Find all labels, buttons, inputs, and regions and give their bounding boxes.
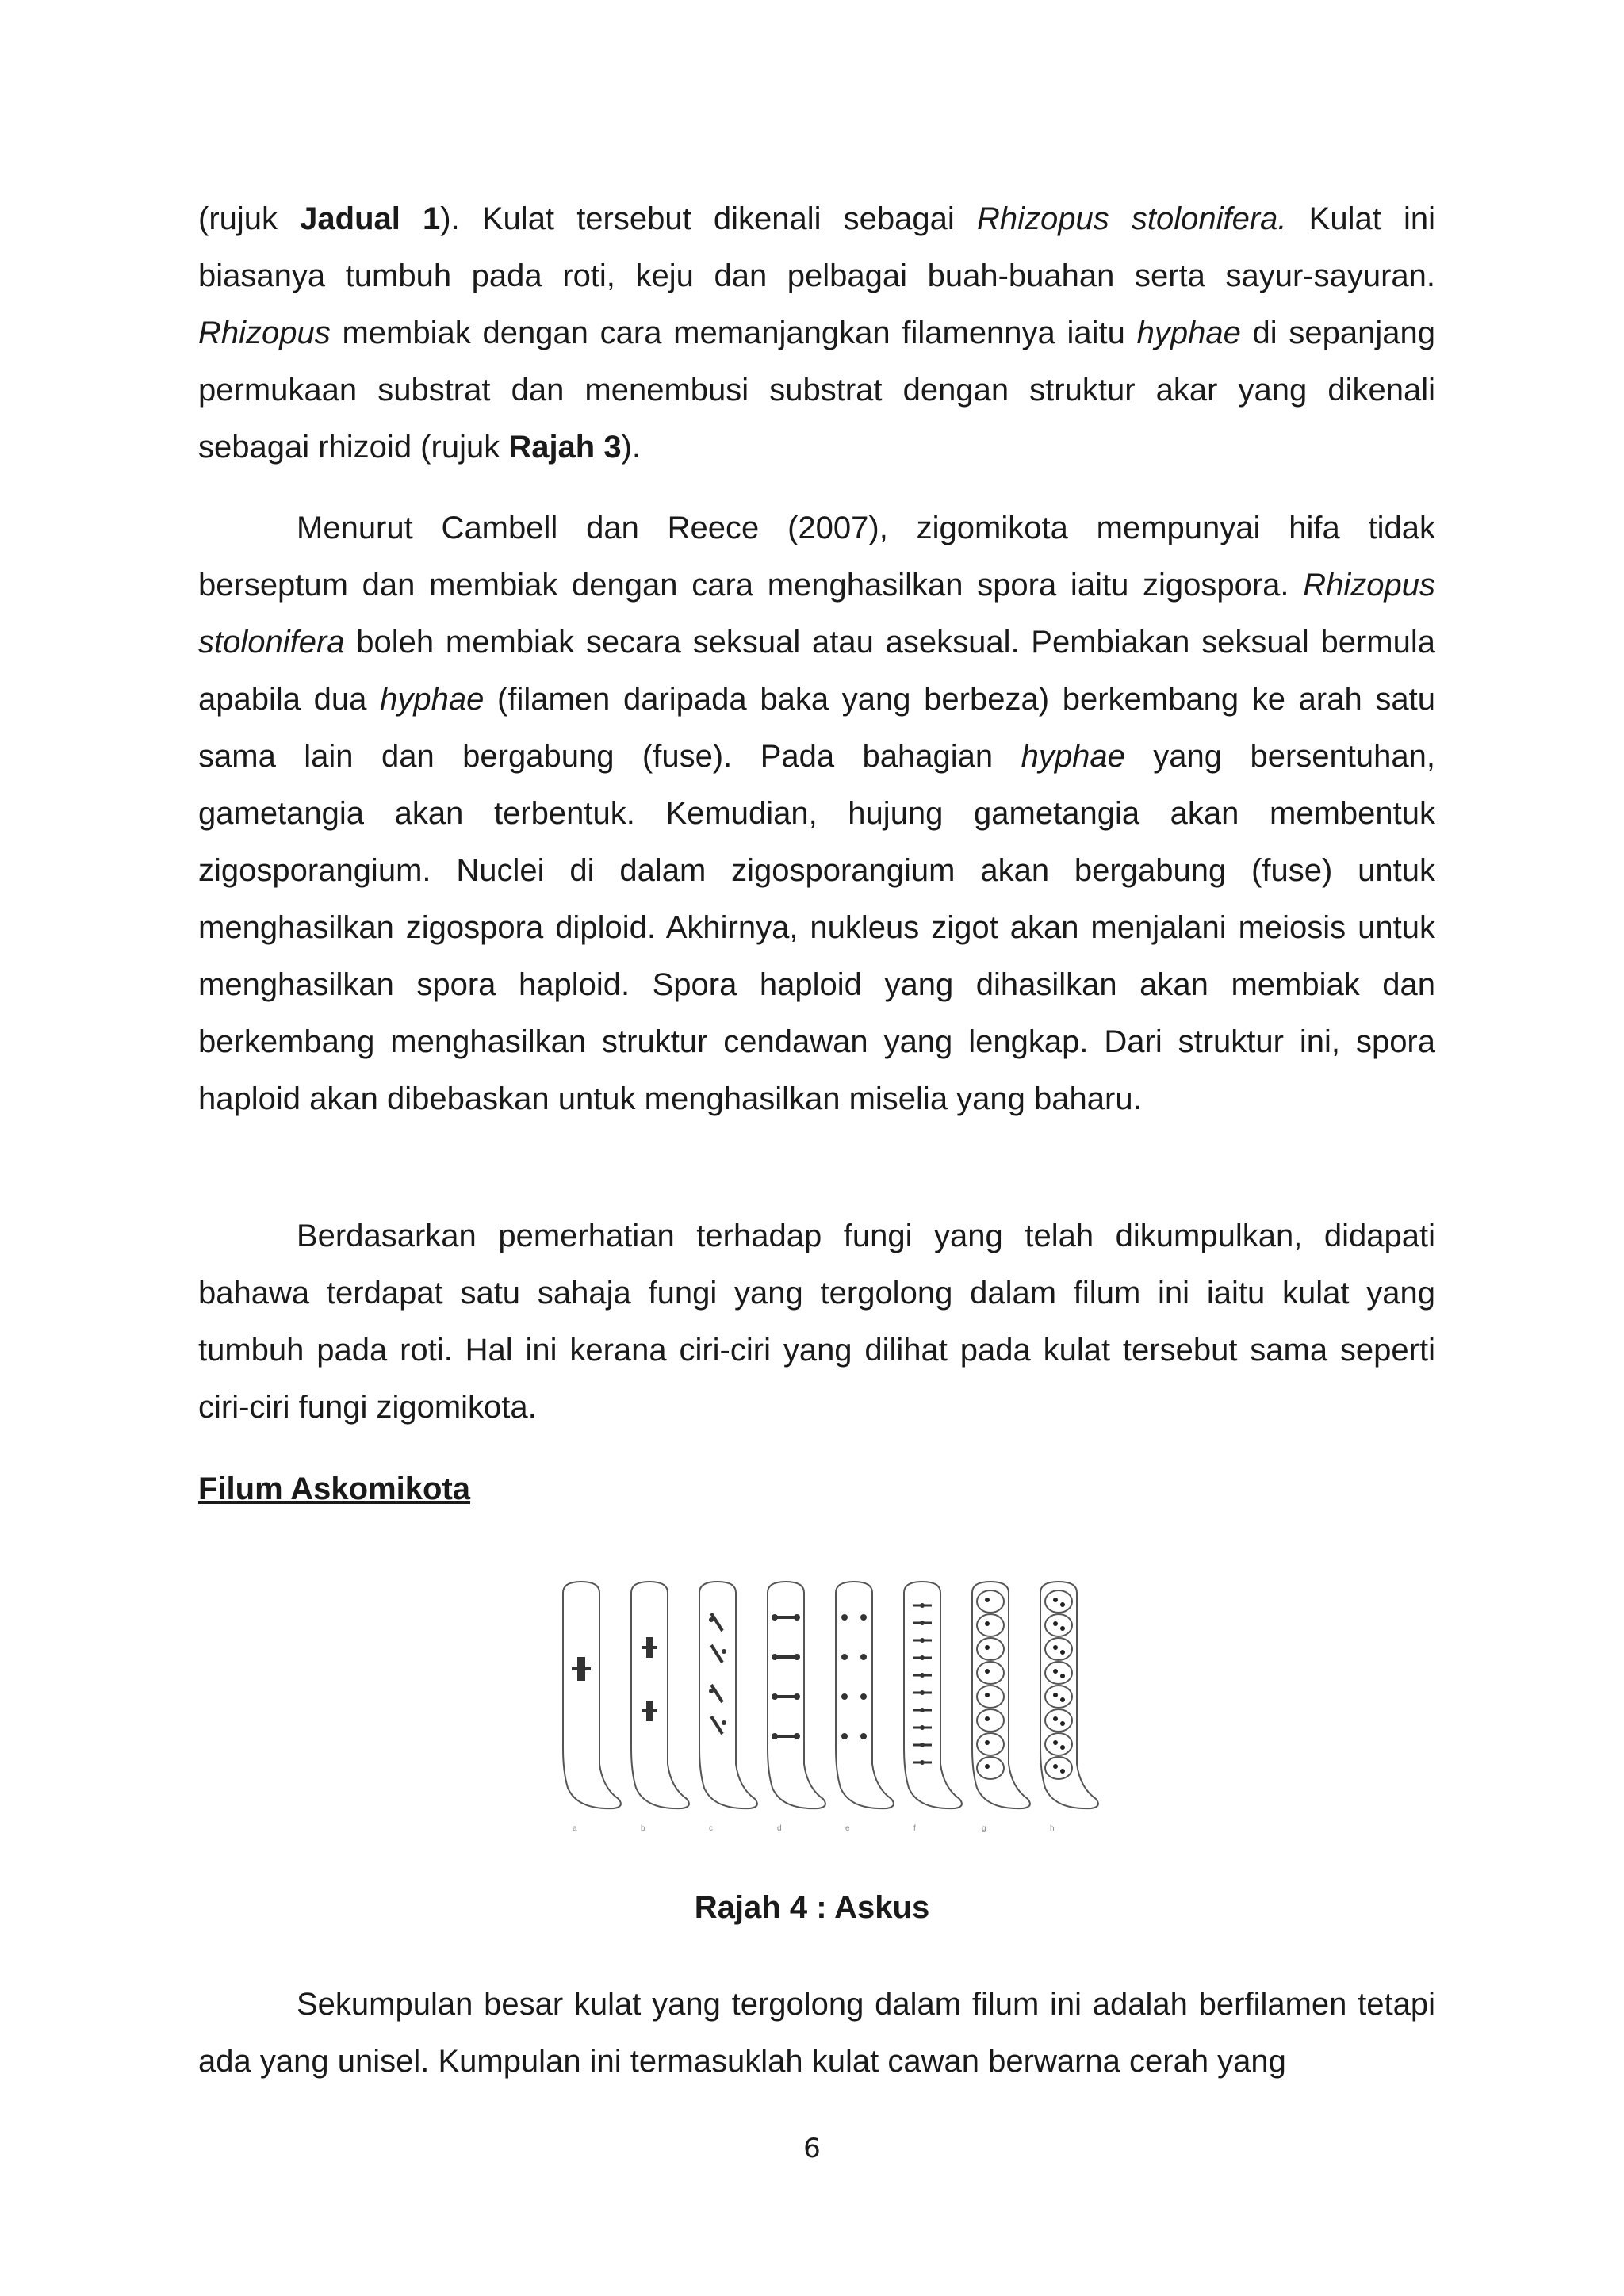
nucleus-mark xyxy=(722,1649,726,1654)
nucleus-mark xyxy=(841,1654,848,1660)
italic-species-name: Rhizopus stolonifera xyxy=(198,568,1435,660)
italic-term-hyphae: hyphae xyxy=(1136,316,1241,350)
nucleus-mark xyxy=(860,1733,867,1739)
nucleus-mark xyxy=(794,1614,800,1621)
italic-term-hyphae: hyphae xyxy=(380,682,485,717)
text-run: boleh membiak secara seksual atau aseksual. Pembiakan seksual bermula apabila dua xyxy=(198,625,1435,717)
nucleus-mark xyxy=(1060,1602,1065,1607)
nucleus-mark xyxy=(1053,1764,1058,1769)
nucleus-mark xyxy=(1053,1740,1058,1745)
nucleus-mark xyxy=(860,1654,867,1660)
panel-letter: c xyxy=(709,1824,713,1833)
nucleus-mark xyxy=(920,1708,925,1712)
panel-letter: h xyxy=(1050,1824,1055,1833)
nucleus-mark xyxy=(1060,1697,1065,1702)
ascospore xyxy=(977,1614,1004,1636)
nucleus-mark xyxy=(920,1638,925,1643)
text-run: membiak dengan cara memanjangkan filamennya iaitu xyxy=(330,316,1137,350)
nucleus-mark xyxy=(985,1645,990,1650)
nucleus-mark xyxy=(794,1693,800,1700)
ascus-outline xyxy=(699,1582,757,1808)
text-run: di sepanjang permukaan substrat dan menembusi substrat dengan struktur akar yang dikenali sebagai rhizoid (rujuk xyxy=(198,316,1436,465)
ascospore xyxy=(1045,1757,1072,1779)
nucleus-mark xyxy=(985,1764,990,1769)
nucleus-mark xyxy=(1060,1769,1065,1774)
nucleus-mark xyxy=(1060,1674,1065,1678)
ascospore xyxy=(977,1733,1004,1755)
ascus-outline xyxy=(631,1582,689,1808)
ascus-outline xyxy=(563,1582,621,1808)
nucleus-mark xyxy=(1053,1621,1058,1626)
nucleus-mark xyxy=(985,1716,990,1721)
ascospore xyxy=(1045,1638,1072,1660)
nucleus-mark xyxy=(1060,1745,1065,1750)
italic-genus-name: Rhizopus xyxy=(198,316,331,350)
nucleus-mark xyxy=(1060,1650,1065,1655)
nucleus-mark xyxy=(722,1720,726,1725)
panel-letter: f xyxy=(914,1824,916,1833)
nucleus-mark xyxy=(772,1654,778,1660)
text-run: yang bersentuhan, gametangia akan terbentuk. Kemudian, hujung gametangia akan membentuk zigosporangium. Nuclei di dalam zigosporangium akan bergabung (fuse) untuk menghasilkan zigospora diploid. Akhirnya, nukleus zigot akan menjalani meiosis untuk menghasilkan spora haploid. Spora haploid yang dihasilkan akan membiak dan berkembang menghasilkan struktur cendawan yang lengkap. Dari struktur ini, spora haploid akan dibebaskan untuk menghasilkan miselia yang baharu. xyxy=(198,739,1435,1116)
nucleus-mark xyxy=(794,1733,800,1739)
nucleus-mark xyxy=(709,1617,714,1622)
paragraph-askomikota-intro: Sekumpulan besar kulat yang tergolong dalam filum ini adalah berfilamen tetapi ada yang unisel. Kumpulan ini termasuklah kulat cawan berwarna cerah yang xyxy=(198,1987,1435,2079)
nucleus-mark xyxy=(772,1733,778,1739)
panel-letter: g xyxy=(982,1824,986,1833)
ascospore xyxy=(1045,1686,1072,1708)
italic-term-hyphae: hyphae xyxy=(1021,739,1125,774)
nucleus-mark xyxy=(920,1655,925,1660)
panel-letter: e xyxy=(845,1824,850,1833)
nucleus-mark xyxy=(841,1614,848,1621)
bold-reference-jadual: Jadual 1 xyxy=(300,201,441,236)
ascospore xyxy=(1045,1590,1072,1613)
nucleus-mark xyxy=(1053,1693,1058,1697)
nucleus-mark xyxy=(920,1673,925,1678)
nucleus-mark xyxy=(985,1598,990,1602)
askus-diagram xyxy=(555,1566,1110,1835)
nucleus-mark xyxy=(985,1621,990,1626)
page-number: 6 xyxy=(803,2133,821,2164)
italic-species-name: Rhizopus stolonifera. xyxy=(976,201,1287,236)
nucleus-mark xyxy=(860,1614,867,1621)
ascospore xyxy=(977,1757,1004,1779)
spindle-mark xyxy=(711,1613,722,1631)
ascospore xyxy=(1045,1614,1072,1636)
nucleus-mark xyxy=(1060,1626,1065,1631)
nucleus-mark xyxy=(1060,1721,1065,1726)
nucleus-mark xyxy=(841,1733,848,1739)
nucleus-mark xyxy=(772,1614,778,1621)
text-run: Kulat ini biasanya tumbuh pada roti, keju dan pelbagai buah-buahan serta sayur-sayuran. xyxy=(198,201,1436,293)
nucleus-mark xyxy=(772,1693,778,1700)
nucleus-mark xyxy=(920,1743,925,1747)
nucleus-mark xyxy=(1053,1598,1058,1602)
nucleus-mark xyxy=(860,1693,867,1700)
nucleus-mark xyxy=(794,1654,800,1660)
text-run: ). xyxy=(621,430,642,465)
spindle-mark xyxy=(711,1645,722,1663)
text-run: (filamen daripada baka yang berbeza) berkembang ke arah satu sama lain dan bergabung (fuse). Pada bahagian xyxy=(198,682,1436,774)
nucleus-mark xyxy=(709,1689,714,1693)
nucleus-mark xyxy=(1053,1669,1058,1674)
nucleus-mark xyxy=(920,1690,925,1695)
nucleus-mark xyxy=(920,1621,925,1625)
paragraph-rhizopus-intro xyxy=(198,190,1435,476)
section-heading: Filum Askomikota xyxy=(198,1471,471,1506)
text-run: ). Kulat tersebut dikenali sebagai xyxy=(440,201,977,236)
spindle-mark xyxy=(711,1685,722,1702)
paragraph-observation: Berdasarkan pemerhatian terhadap fungi yang telah dikumpulkan, didapati bahawa terdapat satu sahaja fungi yang tergolong dalam filum ini iaitu kulat yang tumbuh pada roti. Hal ini kerana ciri-ciri yang dilihat pada kulat tersebut sama seperti ciri-ciri fungi zigomikota. xyxy=(198,1219,1435,1425)
ascospore xyxy=(1045,1709,1072,1732)
nucleus-mark xyxy=(1053,1645,1058,1650)
bold-reference-rajah: Rajah 3 xyxy=(508,430,622,465)
nucleus-mark xyxy=(985,1740,990,1745)
paragraph-zigomikota-reproduction xyxy=(198,499,1435,1127)
figure-caption: Rajah 4 : Askus xyxy=(694,1890,930,1925)
ascospore xyxy=(1045,1662,1072,1684)
ascospore xyxy=(977,1709,1004,1732)
ascospore xyxy=(977,1590,1004,1613)
text-run: (rujuk xyxy=(198,201,301,236)
ascospore xyxy=(977,1638,1004,1660)
nucleus-mark xyxy=(985,1669,990,1674)
nucleus-mark xyxy=(1053,1716,1058,1721)
panel-letter: a xyxy=(573,1824,577,1833)
panel-letter: b xyxy=(641,1824,645,1833)
text-run: Menurut Cambell dan Reece (2007), zigomikota mempunyai hifa tidak berseptum dan membiak dengan cara menghasilkan spora iaitu zigospora. xyxy=(198,511,1435,603)
nucleus-mark xyxy=(841,1693,848,1700)
ascospore xyxy=(977,1686,1004,1708)
panel-letter: d xyxy=(777,1824,782,1833)
ascospore xyxy=(977,1662,1004,1684)
nucleus-mark xyxy=(920,1603,925,1608)
spindle-mark xyxy=(711,1716,722,1734)
nucleus-mark xyxy=(920,1760,925,1765)
nucleus-mark xyxy=(920,1725,925,1730)
ascospore xyxy=(1045,1733,1072,1755)
askus-figure xyxy=(555,1566,1110,1835)
ascus-outline xyxy=(904,1582,962,1808)
nucleus-mark xyxy=(985,1693,990,1697)
